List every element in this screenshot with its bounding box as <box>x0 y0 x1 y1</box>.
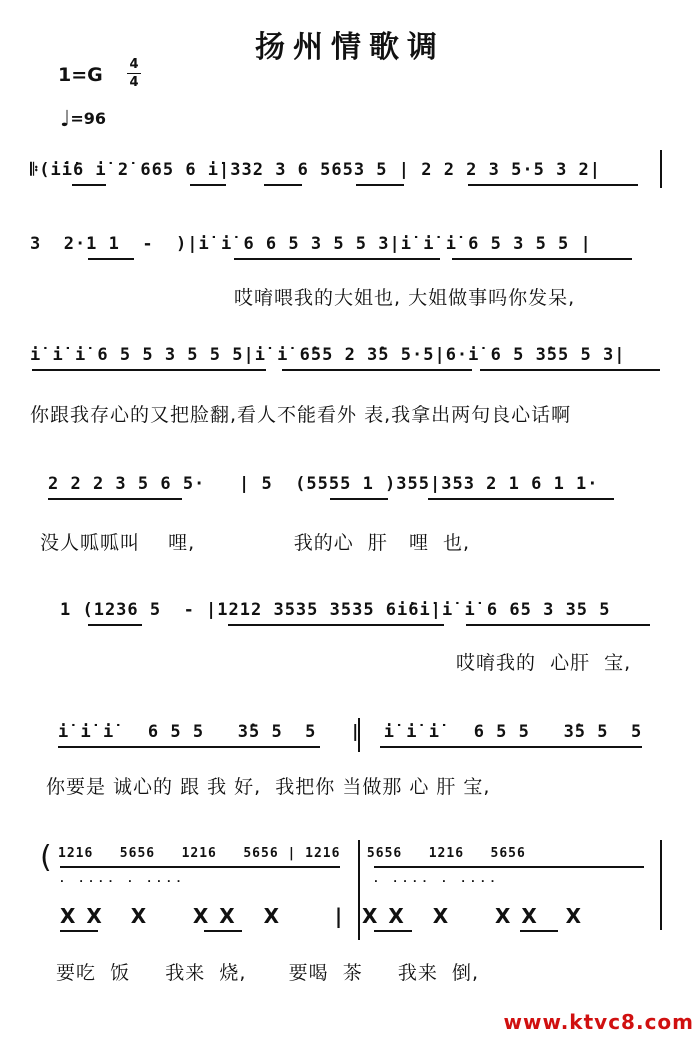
score-line-6: i̇ i̇ i̇ 6 5 5 3̂5 5 5 | i̇ i̇ i̇ 6 5 5 3̂5 5 5 <box>58 722 643 742</box>
lyric-line-9: 要吃 饭 我来 烧, 要喝 茶 我来 倒, <box>56 962 480 984</box>
lyric-line-5: 哎唷我的 心肝 宝, <box>456 652 632 674</box>
underline <box>330 498 388 500</box>
bar-line <box>660 150 662 188</box>
underline <box>48 498 182 500</box>
underline <box>380 746 642 748</box>
rhythm-x-line: X X X X X X | X X X X X X <box>60 904 584 928</box>
bar-line <box>358 718 360 752</box>
score-line-7: 1216 5656 1216 5656 | 1216 5656 1216 5656 <box>58 846 526 861</box>
octave-dots: . .... . .... <box>60 874 187 885</box>
octave-dots: . .... . .... <box>374 874 501 885</box>
underline <box>60 866 340 868</box>
time-signature <box>127 57 141 90</box>
underline <box>88 258 134 260</box>
watermark-text: www.ktvc8.com <box>503 1010 694 1034</box>
meter-top: 4 <box>129 57 139 72</box>
lyric-line-2: 哎唷喂我的大姐也, 大姐做事吗你发呆, <box>234 287 576 309</box>
underline <box>88 624 142 626</box>
underline <box>282 369 472 371</box>
underline <box>466 624 650 626</box>
quarter-note-icon: ♩ <box>60 107 71 132</box>
open-paren: ( <box>40 840 52 875</box>
underline <box>228 624 444 626</box>
underline <box>374 866 644 868</box>
underline <box>264 184 302 186</box>
underline <box>204 930 242 932</box>
tempo-value: =96 <box>70 109 107 128</box>
score-line-4: 2 2 2 3 5 6 5· | 5 (5555 1 )355|353 2 1 6 1 1· <box>48 474 599 494</box>
lyric-line-6: 你要是 诚心的 跟 我 好, 我把你 当做那 心 肝 宝, <box>46 776 491 798</box>
underline <box>452 258 632 260</box>
key-signature: 1=G <box>58 64 103 86</box>
underline <box>468 184 638 186</box>
underline <box>72 184 106 186</box>
score-line-2: 3 2·1 1 - )|i̇ i̇ 6 6 5 3 5 5 3|i̇ i̇ i̇ 6 5 3 5 5 | <box>30 234 592 254</box>
underline <box>356 184 404 186</box>
bar-line <box>358 840 360 940</box>
underline <box>58 746 320 748</box>
underline <box>428 498 614 500</box>
lyric-line-3: 你跟我存心的又把脸翻,看人不能看外 表,我拿出两句良心话啊 <box>30 404 572 426</box>
tempo-marking <box>60 107 106 132</box>
underline <box>374 930 412 932</box>
score-line-3: i̇ i̇ i̇ 6 5 5 3 5 5 5|i̇ i̇ 6̂55 2 3̂5 5·5|6·i̇ 6 5 3̂55 5 3| <box>30 345 626 365</box>
bar-line <box>660 840 662 930</box>
score-line-5: 1 (1236 5 - |1212 3535 3535 6i̇6i̇|i̇ i̇ 6 65 3 35 5 <box>60 600 611 620</box>
underline <box>32 369 266 371</box>
underline <box>234 258 440 260</box>
underline <box>520 930 558 932</box>
underline <box>60 930 98 932</box>
lyric-line-4: 没人呱呱叫 哩, 我的心 肝 哩 也, <box>40 532 471 554</box>
underline <box>190 184 226 186</box>
underline <box>480 369 660 371</box>
song-title: 扬州情歌调 <box>255 30 445 65</box>
score-line-1: 𝄆(i̇i̇6 i̇ 2̇ 665 6 i̇|332 3 6 5653 5 | 2 2 2 3 5·5 3 2| <box>30 160 602 180</box>
meter-bottom: 4 <box>129 75 139 90</box>
